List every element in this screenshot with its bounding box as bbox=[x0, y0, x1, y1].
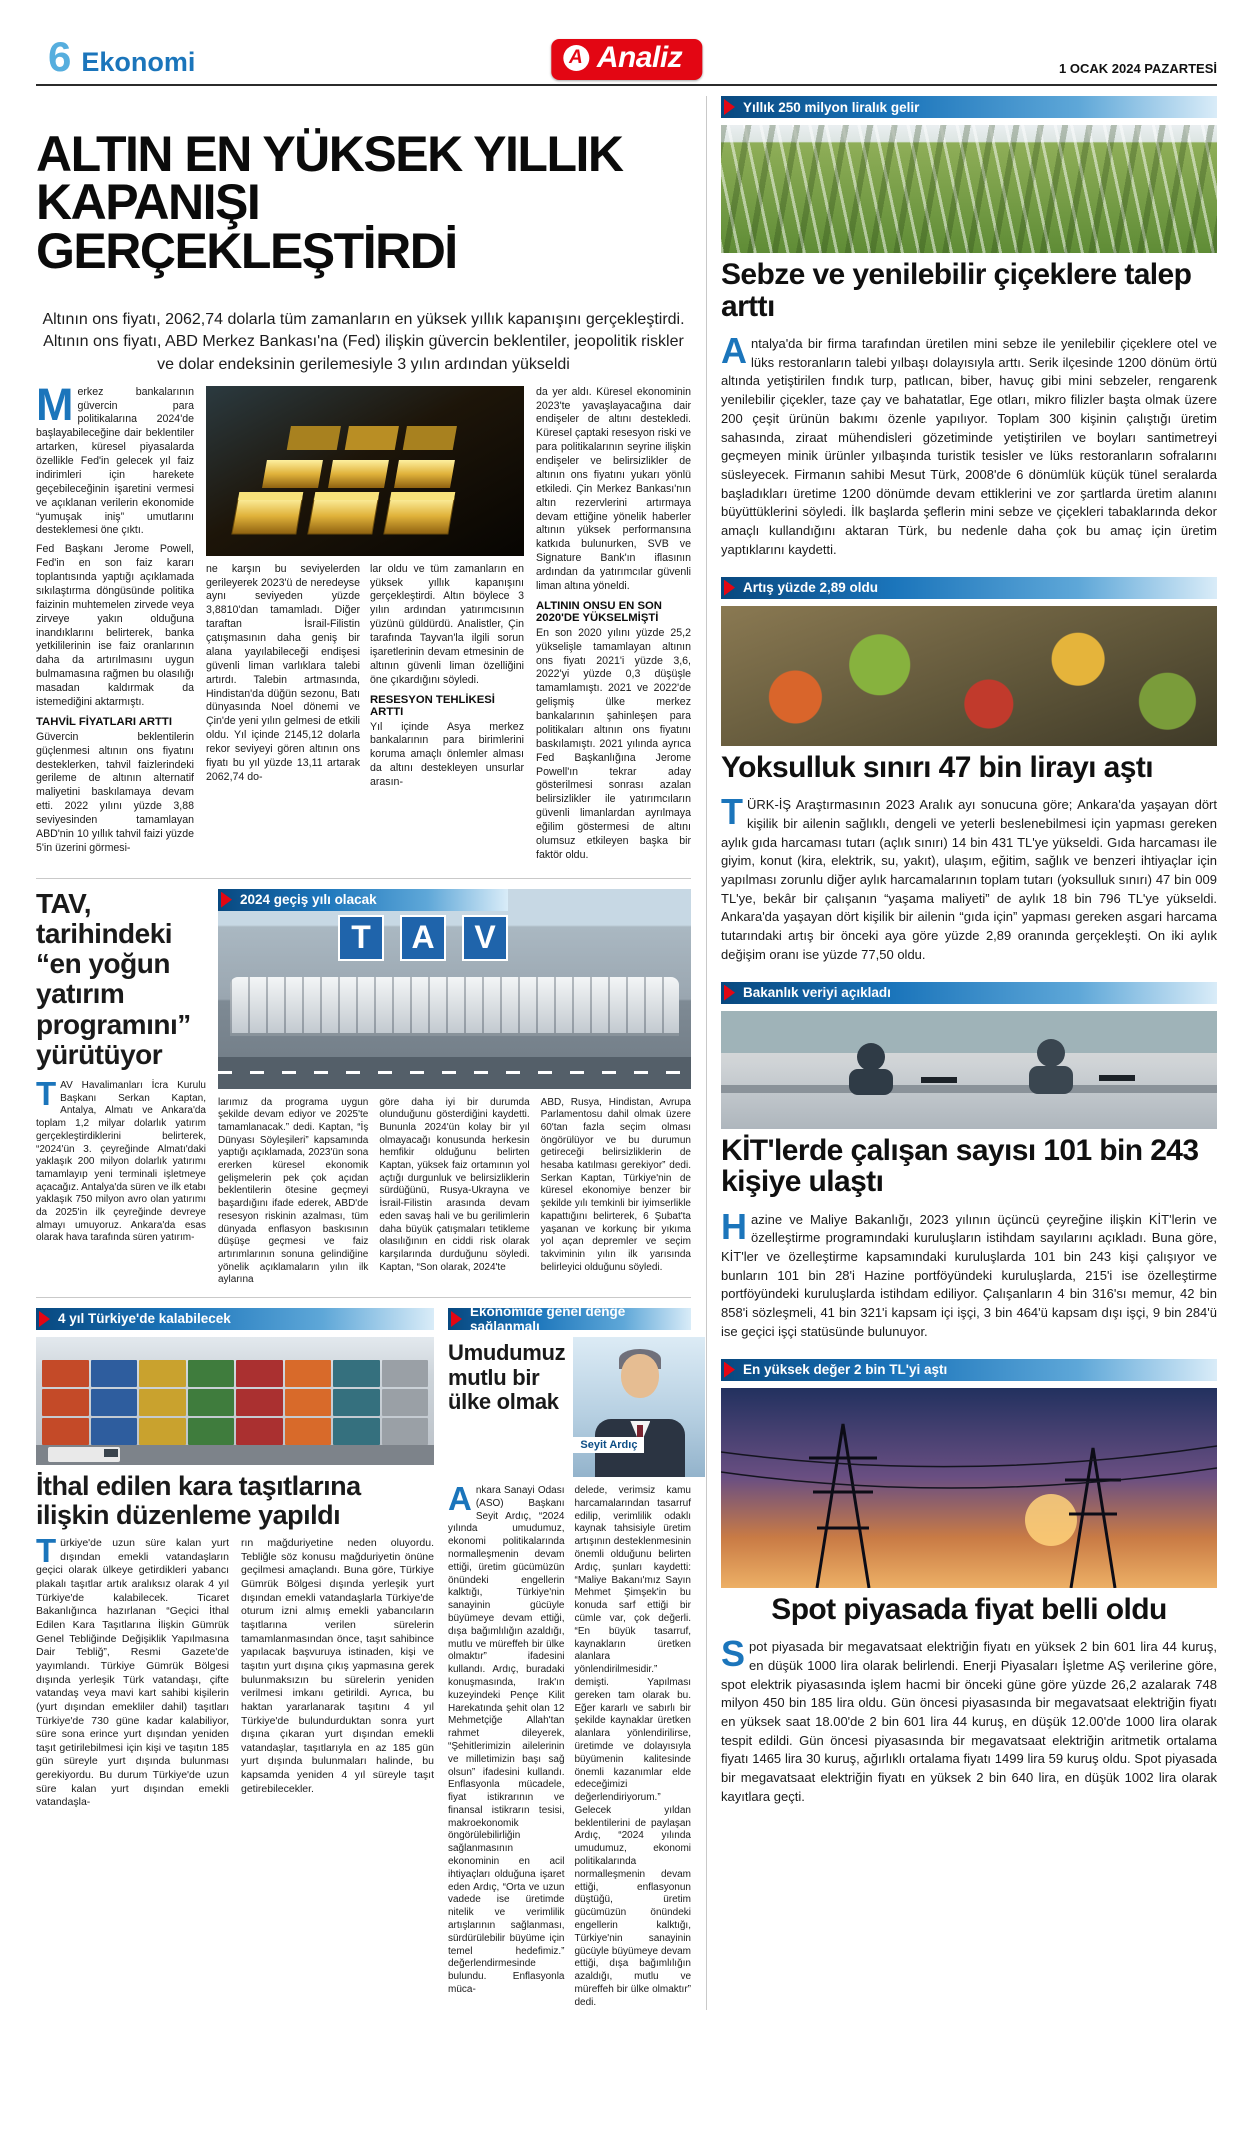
spot-headline: Spot piyasada fiyat belli oldu bbox=[771, 1592, 1167, 1626]
greenhouse-image bbox=[721, 125, 1217, 253]
article-paragraph: Spot piyasada bir megavatsaat elektriğin fiyatı en yüksek 2 bin 601 lira 44 kuruş, en düşük 1000 lira olarak belirlendi. Enerji Piyasaları İşletme AŞ verilerine göre, spot elektrik piyasasında işlem hacmi bir önceki güne göre yüzde 26,2 azalarak 748 milyon 450 bin 185 lira oldu. Gün öncesi piyasasında bir megavatsaat elektriğin fiyatı en yüksek saat 18.00'de 2 bin 601 lira 44 kuruş, en düşük 12.00'de 1000 lira olarak tespit edildi. Gün öncesi piyasasında bir megavatsaat elektriğin aritmetik ortalama fiyatı 1465 lira 30 kuruş, ağırlıklı ortalama fiyatı 1499 lira 59 kuruş oldu. Spot piyasada bir megavatsaat elektriğin fiyatı en yüksek 2 bin 640 lira, en düşük 1002 lira olarak kayıtlara geçti. bbox=[721, 1633, 1217, 1804]
seyit-ardic-portrait-image bbox=[573, 1337, 705, 1477]
kicker-spot bbox=[721, 1359, 1217, 1381]
main-headline bbox=[36, 125, 691, 279]
brand-a-icon: A bbox=[563, 45, 589, 71]
container-stack-shape bbox=[42, 1360, 428, 1445]
article-paragraph: ne karşın bu seviyelerden gerileyerek 2023'ü de neredeyse aynı seviyeden yüzde 3,8810'dan tamamladı. Diğer taraftan İsrail-Filistin çatışmasının daha geniş bir alana yayılabileceği endişesi güvenli liman varlıklara talebi artırdı. Talebin artmasında, Hindistan'da düğün sezonu, Batı dünyasında Noel dönemi ve Çin'de yeni yılın gelmesi de etkili oldu. Yıl içinde 2145,12 dolarla rekor seviyeyi gören altının ons fiyatı bu yıl yüzde 13,11 artarak 2062,74 do- bbox=[206, 562, 360, 783]
kicker-arrow-icon bbox=[221, 892, 232, 908]
airport-aerial-image bbox=[218, 889, 691, 1089]
page-header bbox=[36, 34, 1217, 86]
article-tav bbox=[36, 889, 691, 1287]
article-gold bbox=[36, 125, 691, 868]
kicker-arrow-icon bbox=[724, 1362, 735, 1378]
section-title: Ekonomi bbox=[81, 47, 196, 77]
terminal-building-shape bbox=[230, 977, 679, 1033]
runway-shape bbox=[218, 1057, 691, 1089]
cargo-containers-image bbox=[36, 1337, 434, 1465]
article-paragraph: Fed Başkanı Jerome Powell, Fed'in en son faiz kararı toplantısında yaptığı açıklamada sıkılaştırma döngüsünde politika faizinin muhtemelen zirvede veya zirveye yakın olduğuna inandıklarını belirterek, banka yetkililerinin ise faiz oranlarının daha da artırılmasını uygun bulmamasına rağmen bu olasılığı masadan kaldırmak da istemediğini aktarmıştı. bbox=[36, 543, 194, 708]
tav-sign bbox=[338, 915, 508, 961]
kicker-label: 4 yıl Türkiye'de kalabilecek bbox=[58, 1311, 231, 1327]
kicker-label: Ekonomide genel denge sağlanmalı bbox=[470, 1303, 626, 1334]
divider bbox=[36, 1297, 691, 1298]
tav-sign-letter: T bbox=[338, 915, 384, 961]
kicker-arrow-icon bbox=[39, 1311, 50, 1327]
article-aso bbox=[448, 1303, 691, 2010]
kicker-arrow-icon bbox=[724, 580, 735, 596]
main-column-1 bbox=[36, 378, 194, 868]
analiz-logo bbox=[551, 39, 702, 80]
main-column-4 bbox=[536, 386, 691, 868]
kicker-arrow-icon bbox=[724, 99, 735, 115]
aso-column-2 bbox=[575, 1485, 692, 2010]
tav-headline: TAV, tarihindeki “en yoğun yatırım programını” yürütüyor bbox=[36, 887, 191, 1070]
kicker-label: En yüksek değer 2 bin TL'yi aştı bbox=[743, 1362, 948, 1378]
logo-text: Analiz bbox=[596, 41, 683, 74]
tav-sign-letter: A bbox=[400, 915, 446, 961]
article-vehicles bbox=[36, 1308, 434, 2010]
article-paragraph: TAV Havalimanları İcra Kurulu Başkanı Serkan Kaptan, Antalya, Almatı ve Ankara'da toplam 1,2 milyar dolarlık yatırım gerçekleştirdiklerini belirterek, “2024'ün 3. çeyreğinde Almatı'daki yaklaşık 200 milyon dolarlık yatırımı tamamlayıp yeni terminali işletmeye açacağız. Antalya'da süren ve ilk etabı yaklaşık 750 milyon avro olan yatırımı da 2025'in ilk çeyreğinde devreye almayı umuyoruz. Ankara'da esas olarak hava tarafında süren yatırım- bbox=[36, 1075, 206, 1244]
kicker-kit bbox=[721, 982, 1217, 1004]
divider bbox=[36, 878, 691, 879]
sidebar-article-spot bbox=[721, 1359, 1217, 1807]
vehicles-column-1 bbox=[36, 1532, 229, 1810]
article-paragraph: Antalya'da bir firma tarafından üretilen mini sebze ile yenilebilir çiçeklere otel ve lüks restoranların talebi yılbaşı dolayısıyla arttı. Serik ilçesinde 1200 dönüm örtü altında yetiştirilen fındık turp, patlıcan, biber, havuç gibi mini sebzeler, rengarenk yenilebilir çiçekler, taze çay ve bahatatlar, Ege otları, mikro filizler başta olmak üzere 200 çeşit ürünün bakımı özenle yapılıyor. Toplam 300 kişinin çalıştığı üretim sahasında, ziraat mühendisleri gözetiminde yetiştirilen ve boyları santimetreyi geçmeyen minik ürünler yılbaşında turistik tesisler ve lüks restoranların sofralarını süsleyecek. Firmanın sahibi Mesut Türk, 2008'de 6 dönümlük küçük tünel seralarda başladıkları üretime 1200 dönümde devam ettiklerini ve zor şartlarda üretim alanını büyüttüklerini söyledi. İlk başlarda şeflerin mini sebze ve çiçekleri tabaklarında dekor amaçlı kullandığını aktaran Türk, bu nedenle daha çok bu amaç için üretim yaptıklarını kaydetti. bbox=[721, 330, 1217, 557]
sidebar-article-poverty bbox=[721, 577, 1217, 965]
photo-caption: Seyit Ardıç bbox=[573, 1437, 644, 1453]
kicker-label: 2024 geçiş yılı olacak bbox=[240, 892, 377, 908]
article-paragraph: Merkez bankalarının güvercin para politikalarına 2024'de başlayabileceğine dair beklentiler artarken, küresel piyasalarda özellikle Fed'in gelecek yıl faiz indirimleri için harekete geçebileceğinin işaretini vermesi ve açıklanan verilerin ekonomide “yumuşak iniş” umutlarını desteklemesi öne çıktı. bbox=[36, 378, 194, 537]
article-subhead: RESESYON TEHLİKESİ ARTTI bbox=[370, 693, 495, 718]
article-paragraph: rın mağduriyetine neden oluyordu. Tebliğle söz konusu mağduriyetin önüne geçilmesi amaçlandı. Buna göre, Türkiye Gümrük Bölgesi dışında yerleşik yurt dışından emekli vatandaşlarla Türkiye'de oturum izni almış emekli yabancıların taşıtlarına verilen sürelerin tamamlanmasından önce, taşıt sahibince yapılacak başvuruya istinaden, kişi ve taşıtın yurt dışına çıkış yapmasına gerek bulunmaksızın bu sürelerin yeniden verilmesi imkanı getirildi. Ayrıca, bu haktan yararlanarak taşıtını 4 yıl Türkiye'de bulundurduktan sonra yurt dışına çıkaran yurt dışından emekli vatandaşlar, taşıtlarıyla en az 185 gün yurt dışında bulunmaları halinde, bu kapsamda yeniden 4 yıl süreyle taşıt getirebilecekler. bbox=[241, 1537, 434, 1795]
kicker-arrow-icon bbox=[724, 985, 735, 1001]
article-paragraph: lar oldu ve tüm zamanların en yüksek yıllık kapanışını gerçekleştirdi. Altın böylece 3 yılın ardından yatırımcısının yüzünü güldürdü. Analistler, Çin tarafında Tayvan'la ilgili sorun işaretlerinin devam etmesinin de altının güvenli liman özelliğini öne çıkardığını söyledi. bbox=[370, 562, 524, 686]
aso-column-1 bbox=[448, 1479, 565, 2010]
poverty-headline: Yoksulluk sınırı 47 bin lirayı aştı bbox=[721, 750, 1153, 784]
main-standfirst: Altının ons fiyatı, 2062,74 dolarla tüm zamanların en yüksek yıllık kapanışını gerçekleştirdi. Altının ons fiyatı, ABD Merkez Bankası'na (Fed) ilişkin güvercin beklentiler, jeopolitik riskler ve dolar endeksinin gerilemesiyle 3 yılın ardından yükseldi bbox=[42, 310, 685, 373]
sidebar-article-vegetables bbox=[721, 96, 1217, 560]
article-paragraph: Hazine ve Maliye Bakanlığı, 2023 yılının üçüncü çeyreğine ilişkin KİT'lerin ve özelleştirme programındaki kuruluşların istihdam sayılarını açıkladı. Buna göre, KİT'ler ve özelleştirme kapsamındaki kuruluşlarda 101 bin 243 kişi çalışıyor ve bunların 101 bin 28'i Hazine portföyündeki kuruluşlarda, 215'i ise özelleştirme portföyündeki kuruluşlarda istihdam ediliyor. Çalışanların 4 bin 316'sı memur, 42 bin 858'i sözleşmeli, 41 bin 321'i kapsam içi işçi, 3 bin 464'ü kapsam dışı işçi, 9 bin 284'ü ise geçici işçi statüsünde bulunuyor. bbox=[721, 1205, 1217, 1339]
article-subhead: ALTININ ONSU EN SON 2020'DE YÜKSELMİŞTİ bbox=[536, 599, 662, 624]
bottom-row bbox=[36, 1303, 691, 2010]
power-lines-image bbox=[721, 1388, 1217, 1588]
article-paragraph: TÜRK-İŞ Araştırmasının 2023 Aralık ayı sonucuna göre; Ankara'da yaşayan dört kişilik bir ailenin sağlıklı, dengeli ve yeterli beslenebilmesi için yapması gereken aylık gıda harcaması tutarı (açlık sınırı) 14 bin 431 TL'ye yükseldi. Gıda harcaması ile giyim, konut (kira, elektrik, su, yakıt), ulaşım, eğitim, sağlık ve benzeri ihtiyaçlar için yapılması zorunlu diğer aylık harcamalarının toplam tutarı (yoksulluk sınırı) 47 bin 009 TL'ye, bekâr bir çalışanın “yaşama maliyeti” de aylık 18 bin 796 TL'ye yükseldi. Ankara'da yaşayan dört kişilik bir ailenin “gıda için” yapması gereken asgari harcama tutarındaki artış bir önceki aya göre yüzde 2,89 oranında gerçekleşti. On iki aylık değişim oranı ise yüzde 77,50 oldu. bbox=[721, 791, 1217, 962]
kicker-vegetables bbox=[721, 96, 1217, 118]
tav-column-3 bbox=[379, 1097, 529, 1287]
kicker-arrow-icon bbox=[451, 1311, 462, 1327]
article-subhead: TAHVİL FİYATLARI ARTTI bbox=[36, 715, 172, 728]
article-paragraph: ABD, Rusya, Hindistan, Avrupa Parlamentosu dahil olmak üzere 60'tan fazla seçim olması öngörülüyor ve bu durumun getireceği belirsizliklerin de hesaba katılması gerekiyor” dedi. Serkan Kaptan, Türkiye'nin de küresel ekonomiye benzer bir şekilde yılı temkinli bir iyimserlikle kapattığını belirterek, 6 Şubat'ta yaşanan ve korkunç bir yıkıma yol açan depremler ve seçim takviminin yılın ilk yarısında belirleyici olduğunu söyledi. bbox=[540, 1096, 691, 1273]
article-paragraph: Türkiye'de uzun süre kalan yurt dışından emekli vatandaşların geçici olarak ülkeye getirdikleri yabancı plakalı taşıtlar artık aralıksız olarak 4 yıl Türkiye'de kalabilecek. Ticaret Bakanlığınca hazırlanan “Geçici İthal Edilen Kara Taşıtlarına İlişkin Gümrük Genel Tebliğinde Değişiklik Yapılmasına Dair Tebliğ”, Resmi Gazete'de yayımlandı. Türkiye Gümrük Bölgesi dışında yerleşik Türk vatandaşı, çifte vatandaş veya mavi kart sahibi kişilerin (yurt dışından emekliler dahil) taşıtları Türkiye'de 730 güne kadar kalabiliyor, süre sona erince yurt dışından yeniden taşıt getirilebilmesi için kişi ve taşıtın 185 gün süreyle yurt dışında bulunması gerekiyordu. Bu durum Türkiye'de uzun süre kalan yurt dışından emekli vatandaşla- bbox=[36, 1532, 229, 1809]
kicker-vehicles bbox=[36, 1308, 434, 1330]
vehicles-headline: İthal edilen kara taşıtlarına ilişkin düzenleme yapıldı bbox=[36, 1470, 361, 1530]
tav-column-1 bbox=[36, 1075, 206, 1245]
vegetables-headline: Sebze ve yenilebilir çiçeklere talep arttı bbox=[721, 258, 1192, 323]
kicker-poverty bbox=[721, 577, 1217, 599]
article-paragraph: delede, verimsiz kamu harcamalarından tasarruf edilip, verimlilik odaklı kaynak tahsisiyle üretim artışının desteklenmesinin önemli olduğunu belirten Ardıç, şunları kaydetti: “Maliye Bakanı'mız Sayın Mehmet Şimşek'in bu konuda sarf ettiği bir cümle var, çok değerli. “En büyük tasarruf, kaynakların üretken alanlara yönlendirilmesidir.” demişti. Yapılması gereken tam olarak bu. Eğer kararlı ve sabırlı bir şekilde kaynaklar üretken alanlara yönlendirilirse, üretimde ve dolayısıyla büyümenin kalitesinde önemli kazanımlar elde edeceğimizi değerlendiriyorum.” Gelecek yıldan beklentilerini de paylaşan Ardıç, “2024 yılında umudumuz, ekonomi politikalarında normalleşmenin devam ettiği, enflasyonun düştüğü, üretim gücümüzün önündeki engellerin kalktığı, Türkiye'nin sanayinin gücüyle büyümeye devam ettiği, dışa bağımlılığın azaldığı, mutlu ve müreffeh bir ülke olmaktır” dedi. bbox=[574, 1484, 691, 2008]
date-label: 1 OCAK 2024 PAZARTESİ bbox=[1059, 61, 1217, 76]
tav-sign-letter: V bbox=[462, 915, 508, 961]
tav-image-column bbox=[218, 889, 691, 1287]
article-paragraph: da yer aldı. Küresel ekonominin 2023'te yavaşlayacağına dair endişeler de altını destekledi. Küresel çaptaki resesyon riski ve para politikalarının seyrine ilişkin endişeler ve belirsizlikler de altının ons fiyatını yukarı yönlü etkiledi. Çin Merkez Bankası'nın altın rezervlerini artırmaya devam ettiğine yönelik haberler altının yüksek performansına katkıda bulunurken, SVB ve Signature Bank'ın iflasının ardından da yatırımcılar güvenli liman altına yöneldi. bbox=[536, 385, 691, 592]
kit-headline: KİT'lerde çalışan sayısı 101 bin 243 kişiye ulaştı bbox=[721, 1133, 1199, 1199]
tav-column-2 bbox=[218, 1097, 368, 1287]
main-column-middle bbox=[206, 386, 524, 868]
kicker-tav bbox=[218, 889, 508, 911]
kicker-label: Yıllık 250 milyon liralık gelir bbox=[743, 99, 920, 115]
market-produce-image bbox=[721, 606, 1217, 746]
main-headline-line1: ALTIN EN YÜKSEK YILLIK bbox=[36, 125, 623, 182]
article-paragraph: larımız da programa uygun şekilde devam ediyor ve 2025'te tamamlanacak.” dedi. Kaptan, “İş Dünyası Söyleşileri” kapsamında yaptığı açıklamada, 2023'ün sona ererken küresel ekonomik gelişmelerin pek çok açıdan beklentilerin ötesine geçmeyi başardığını ifade ederek, ABD'de resesyon riskinin azalması, tüm dünyada enflasyon baskısının düşüşe geçmesi ve faiz artırımlarının sonuna gelindiğine yönelik açıklamaların yılın ilk aylarına bbox=[218, 1096, 369, 1286]
sidebar-article-kit bbox=[721, 982, 1217, 1342]
sidebar bbox=[706, 96, 1217, 2010]
kicker-label: Artış yüzde 2,89 oldu bbox=[743, 580, 879, 596]
article-paragraph: Güvercin beklentilerin güçlenmesi altının ons fiyatını desteklerken, tahvil faizlerindeki gerileme de altının alternatif maliyetini baskılamaya devam etti. 2022 yılını yüzde 3,88 seviyesinden tamamlayan ABD'nin 10 yıllık tahvil faizi yüzde 5'in üzerini görmesi- bbox=[36, 730, 194, 854]
kicker-label: Bakanlık veriyi açıkladı bbox=[743, 985, 891, 1001]
page-number: 6 bbox=[48, 33, 72, 80]
article-paragraph: Yıl içinde Asya merkez bankalarının para birimlerini koruma amaçlı önlemler alması da altını destekleyen unsurlar arasın- bbox=[370, 720, 524, 789]
office-workers-image bbox=[721, 1011, 1217, 1129]
portrait-head-shape bbox=[621, 1354, 659, 1398]
aso-headline: Umudumuz mutlu bir ülke olmak bbox=[448, 1339, 566, 1415]
main-column-2 bbox=[206, 563, 360, 795]
article-paragraph: Ankara Sanayi Odası (ASO) Başkanı Seyit Ardıç, “2024 yılında umudumuz, ekonomi politikalarında normalleşmenin devam ettiği, üretim gücümüzün önündeki engellerin kalktığı, Türkiye'nin sanayinin gücüyle büyümeye devam ettiği, dışa bağımlılığın azaldığı, mutlu ve müreffeh bir ülke olmaktır” ifadesini kullandı. Ardıç, buradaki konuşmasında, Irak'ın kuzeyindeki Pençe Kilit Harekatında şehit olan 12 Mehmetçiğe Allah'tan rahmet dileyerek, “Şehitlerimizin ailelerinin ve milletimizin başı sağ olsun” ifadesini kullandı. Enflasyonla mücadele, fiyat istikrarının ve finansal istikrarın tesisi, makroekonomik öngörülebilirliğin sağlanmasının ekonominin en acil ihtiyaçları olduğuna işaret eden Ardıç, “Orta ve uzun vadede ise üretimde nitelik ve verimlilik artışlarının sağlanması, sürdürülebilir büyüme için temel hedefimiz.” değerlendirmesinde bulundu. Enflasyonla müca- bbox=[448, 1479, 565, 1996]
article-paragraph: En son 2020 yılını yüzde 25,2 yükselişle tamamlayan altının ons fiyatı 2021'i yüzde 3,6, 2022'yi yüzde 0,3 düşüşle tamamlamıştı. 2021 ve 2022'de gelişmiş ülke merkez bankalarının şahinleşen para politikaları altının ons fiyatını baskılamıştı. 2021 yılında ayrıca Fed Başkanlığına Jerome Powell'ın tekrar aday gösterilmesi sonrası azalan belirsizlikler ile yatırımcıların güvenli limanlardan ayrılmaya eğilim göstermesi de altını olumsuz etkileyen başka bir faktör oldu. bbox=[536, 626, 691, 861]
main-headline-line2: KAPANIŞI GERÇEKLEŞTİRDİ bbox=[36, 174, 457, 279]
left-column bbox=[36, 96, 691, 2010]
section-block bbox=[48, 33, 196, 80]
kicker-aso bbox=[448, 1303, 691, 1334]
main-column-3 bbox=[370, 563, 524, 795]
main-article-body bbox=[36, 378, 691, 868]
article-paragraph: göre daha iyi bir durumda olunduğunu gösterdiğini kaydetti. Bununla 2024'ün kolay bir yıl olmayacağı konusunda herkesin hemfikir olduğunu belirten Kaptan, yüksek faiz ortamının yol açtığı durgunluk ve belirsizliklerin sürdüğünü, Rusya-Ukrayna ve İsrail-Filistin arasında devam eden savaş hali ve bu gerilimlerin daha büyük çatışmaları tetikleme olasılığının en ciddi risk olarak karşılarında durduğunu söyledi. Kaptan, “Son olarak, 2024'te bbox=[379, 1096, 530, 1273]
tav-column-4 bbox=[541, 1097, 691, 1287]
gold-bars-image bbox=[206, 386, 524, 556]
tav-headline-column bbox=[36, 889, 206, 1287]
vehicles-column-2 bbox=[241, 1537, 434, 1810]
page-content bbox=[36, 96, 1217, 2010]
truck-shape bbox=[48, 1447, 120, 1462]
